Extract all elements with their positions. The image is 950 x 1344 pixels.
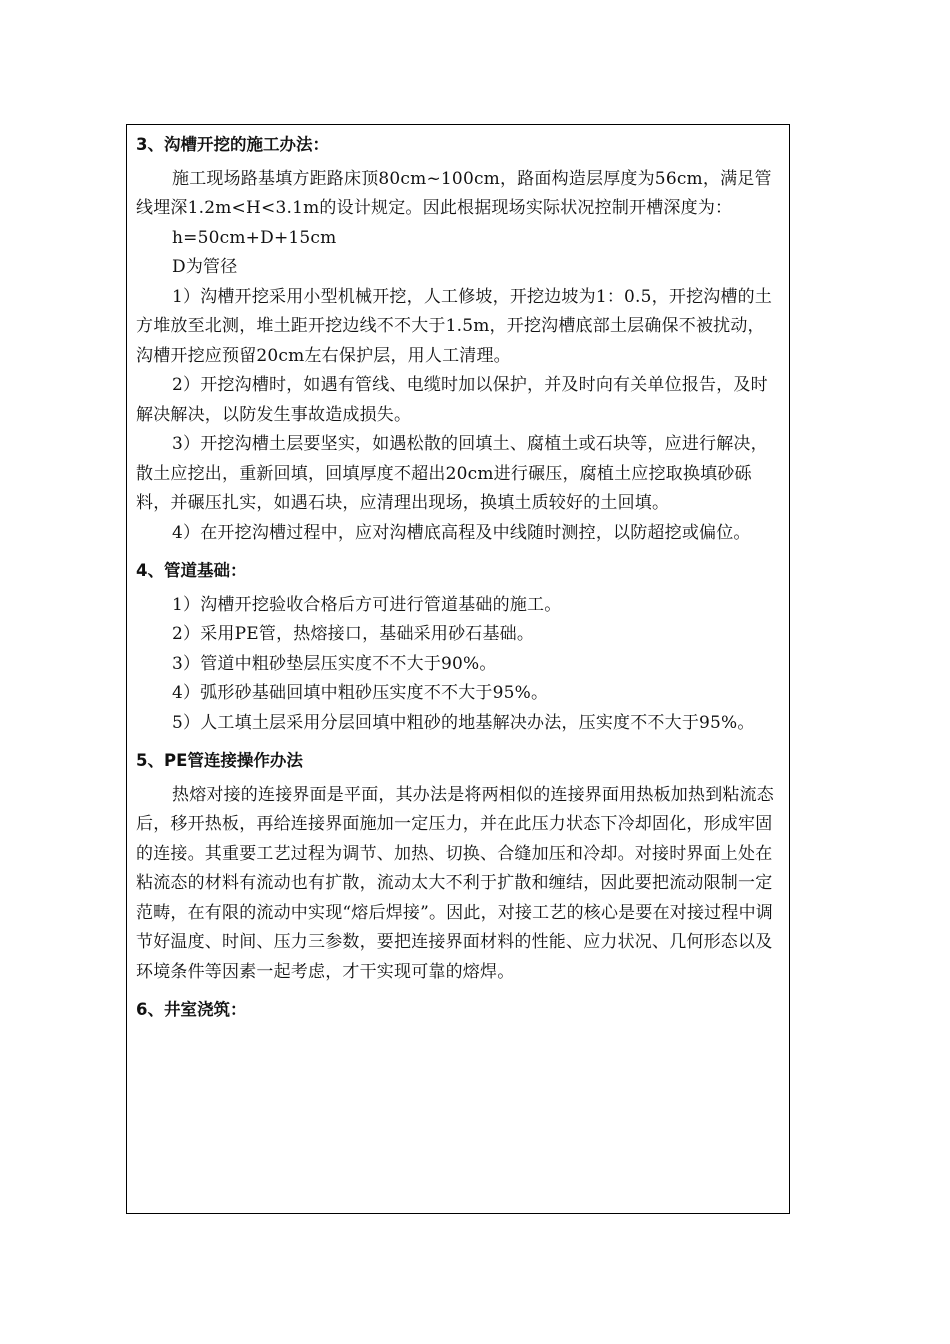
section-3-item-2: 2）开挖沟槽时，如遇有管线、电缆时加以保护，并及时向有关单位报告，及时解决解决，以防发生事故造成损失。: [136, 375, 768, 425]
formula-text: h=50cm+D+15cm: [172, 227, 337, 248]
section-6-heading: 6、井室浇筑：: [136, 1000, 247, 1019]
section-5-paragraph: 热熔对接的连接界面是平面，其办法是将两相似的连接界面用热板加热到粘流态后，移开热板，再给连接界面施加一定压力，并在此压力状态下冷却固化，形成牢固的连接。其重要工艺过程为调节、加热、切换、合缝加压和冷却。对接时界面上处在粘流态的材料有流动也有扩散，流动太大不利于扩散和缠结，因此要把流动限制一定范畴，在有限的流动中实现“熔后焊接”。因此，对接工艺的核心是要在对接过程中调节好温度、时间、压力三参数，要把连接界面材料的性能、应力状况、几何形态以及环境条件等因素一起考虑，才干实现可靠的熔焊。: [136, 784, 774, 982]
section-4-item-3: 3）管道中粗砂垫层压实度不不大于90%。: [172, 653, 497, 674]
section-4-item-4: 4）弧形砂基础回填中粗砂压实度不不大于95%。: [172, 683, 549, 703]
document-body: [136, 126, 780, 1030]
section-4-heading: 4、管道基础：: [136, 561, 247, 580]
d-definition: D为管径: [172, 257, 238, 277]
section-4-item-5: 5）人工填土层采用分层回填中粗砂的地基解决办法，压实度不不大于95%。: [172, 712, 755, 733]
section-3-item-3: 3）开挖沟槽土层要坚实，如遇松散的回填土、腐植土或石块等，应进行解决，散土应挖出，重新回填，回填厚度不超出20cm进行碾压，腐植土应挖取换填砂砾料，并碾压扎实，如遇石块，应清理出现场，换填土质较好的土回填。: [136, 434, 768, 513]
section-4-item-2: 2）采用PE管，热熔接口，基础采用砂石基础。: [172, 624, 535, 644]
section-4-item-1: 1）沟槽开挖验收合格后方可进行管道基础的施工。: [172, 594, 562, 615]
section-5-heading: 5、PE管连接操作办法: [136, 751, 303, 770]
section-3-item-4: 4）在开挖沟槽过程中，应对沟槽底高程及中线随时测控，以防超挖或偏位。: [172, 522, 751, 543]
section-3-heading: 3、沟槽开挖的施工办法：: [136, 135, 329, 154]
section-3-item-1: 1）沟槽开挖采用小型机械开挖，人工修坡，开挖边坡为1：0.5，开挖沟槽的土方堆放至北测，堆土距开挖边线不不大于1.5m，开挖沟槽底部土层确保不被扰动，沟槽开挖应预留20cm左右保护层，用人工清理。: [136, 286, 773, 366]
section-3-paragraph: 施工现场路基填方距路床顶80cm~100cm，路面构造层厚度为56cm，满足管线埋深1.2m<H<3.1m的设计规定。因此根据现场实际状况控制开槽深度为：: [136, 168, 772, 218]
